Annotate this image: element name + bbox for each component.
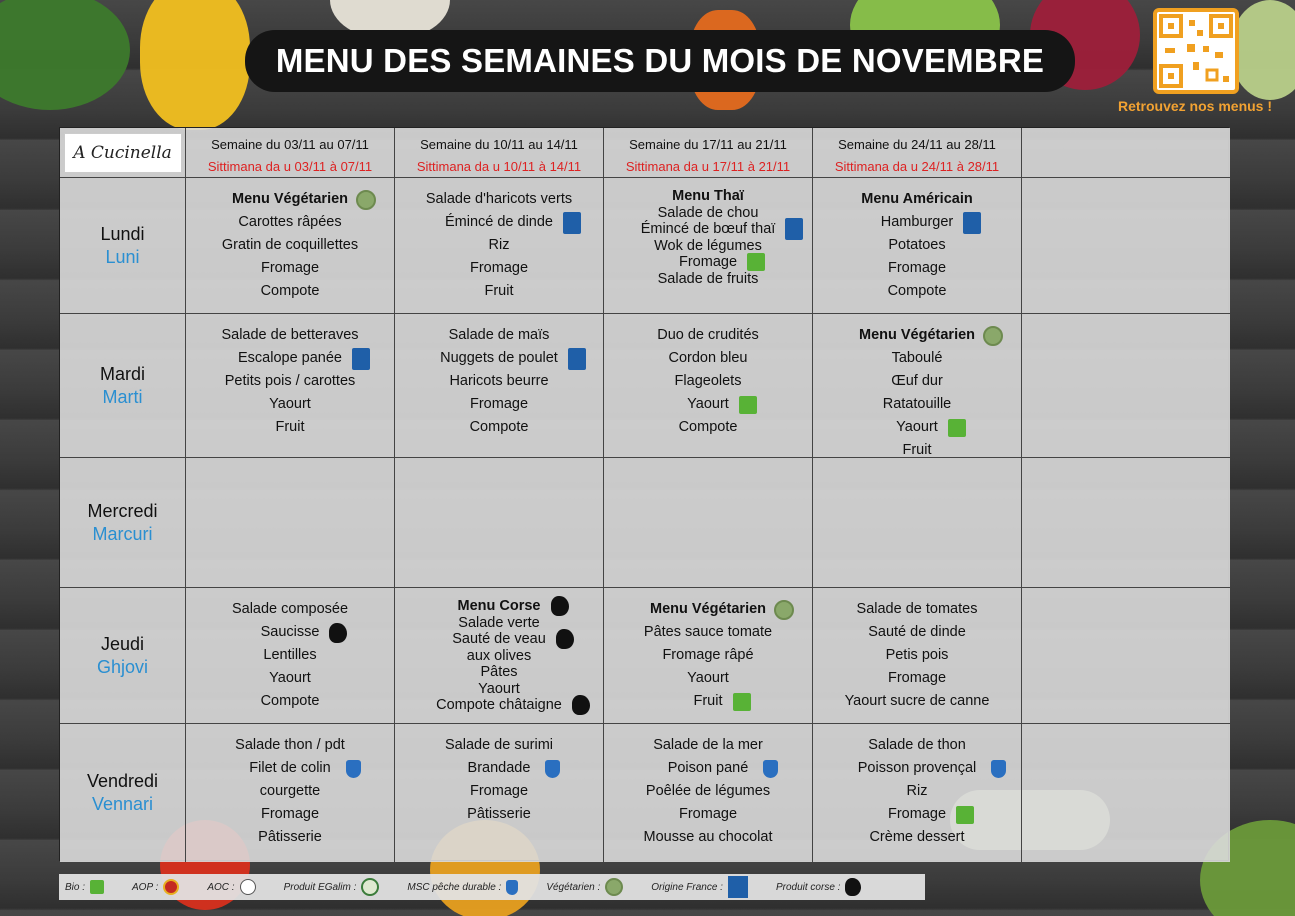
- day-label-fr: Mercredi: [87, 500, 158, 521]
- menu-item-text: Riz: [906, 783, 928, 799]
- menu-item-text: Salade thon / pdt: [235, 737, 345, 753]
- legend-label: Produit EGalim :: [283, 881, 357, 893]
- menu-item-text: Fromage: [887, 806, 947, 822]
- legend-item: [651, 876, 748, 898]
- menu-cell: [604, 724, 813, 862]
- menu-item-text: Pâtes sauce tomate: [643, 624, 773, 640]
- week-label-fr: Semaine du 17/11 au 21/11: [629, 137, 787, 152]
- menu-item: [261, 803, 319, 826]
- legend-item: [207, 879, 255, 895]
- menu-item: [669, 347, 748, 370]
- menu-cell: [813, 724, 1022, 862]
- menu-cell: [1022, 178, 1230, 314]
- logo-cell: [60, 128, 186, 178]
- menu-item-text: Pâtisserie: [467, 806, 531, 822]
- menu-item: [467, 648, 531, 665]
- menu-list: [186, 588, 394, 713]
- menu-list: [813, 724, 1021, 849]
- egalim-icon: [361, 878, 379, 896]
- menu-item-text: Cordon bleu: [668, 350, 748, 366]
- menu-item-text: Fromage: [469, 260, 529, 276]
- menu-cell: [395, 458, 604, 588]
- menu-item-text: Poêlée de légumes: [645, 783, 771, 799]
- menu-item: [662, 644, 753, 667]
- menu-list: [1022, 588, 1230, 598]
- legend-item: [776, 878, 861, 896]
- menu-item-text: Potatoes: [888, 237, 946, 253]
- menu-item: [888, 234, 945, 257]
- menu-item-text: Compote châtaigne: [436, 697, 562, 713]
- menu-cell: [395, 178, 604, 314]
- menu-item: [891, 370, 943, 393]
- vegetarian-icon: [774, 600, 794, 620]
- menu-theme: [232, 188, 348, 211]
- menu-item: [426, 188, 572, 211]
- origine-france-icon: [568, 348, 586, 370]
- menu-item-text: Fruit: [693, 693, 723, 709]
- menu-list: [813, 588, 1021, 713]
- origine-france-icon: [963, 212, 981, 234]
- menu-cell: [604, 314, 813, 458]
- menu-item-text: Fruit: [902, 442, 932, 458]
- menu-item: [232, 598, 348, 621]
- menu-item-text: Escalope panée: [238, 350, 342, 366]
- week-label-fr: Semaine du 10/11 au 14/11: [420, 137, 578, 152]
- menu-item-text: Mousse au chocolat: [643, 829, 773, 845]
- menu-item-text: Sauté de veau: [452, 631, 546, 647]
- day-mardi: [60, 314, 186, 458]
- menu-item-text: Fromage: [469, 783, 529, 799]
- menu-item-text: Poisson provençal: [857, 760, 977, 776]
- menu-item: [445, 211, 553, 234]
- menu-item-text: Fromage: [678, 254, 738, 270]
- menu-item-text: Hamburger: [880, 214, 954, 230]
- menu-item: [888, 280, 947, 303]
- menu-list: [395, 724, 603, 826]
- menu-item: [888, 803, 946, 826]
- aoc-icon: [240, 879, 256, 895]
- menu-item: [468, 757, 531, 780]
- menu-theme: [650, 598, 766, 621]
- menu-cell: [1022, 588, 1230, 724]
- menu-item-text: Flageolets: [674, 373, 742, 389]
- menu-item-text: Yaourt sucre de canne: [844, 693, 990, 709]
- menu-item-text: Salade de surimi: [445, 737, 553, 753]
- menu-item-text: courgette: [259, 783, 321, 799]
- menu-item: [675, 370, 742, 393]
- legend: [59, 874, 925, 900]
- menu-item-text: Menu Américain: [861, 191, 973, 207]
- legend-label: AOC :: [207, 881, 235, 893]
- produit-corse-icon: [329, 623, 347, 643]
- menu-cell: [395, 314, 604, 458]
- menu-cell: [604, 178, 813, 314]
- menu-item: [858, 757, 977, 780]
- menu-item: [458, 615, 539, 632]
- day-label-fr: Jeudi: [100, 633, 145, 654]
- menu-item-text: Fromage: [887, 260, 947, 276]
- menu-item-text: Salade composée: [231, 601, 349, 617]
- menu-item: [868, 621, 966, 644]
- menu-list: [1022, 724, 1230, 734]
- legend-item: [546, 878, 623, 896]
- cabbage-decoration: [1230, 0, 1295, 100]
- menu-item: [892, 347, 943, 370]
- menu-item: [276, 416, 305, 439]
- menu-item: [658, 205, 759, 222]
- menu-item: [687, 667, 729, 690]
- menu-list: [813, 314, 1021, 462]
- menu-item-text: Compote: [469, 419, 529, 435]
- menu-item-text: Salade de chou: [657, 204, 759, 221]
- menu-list: [395, 458, 603, 468]
- menu-item: [868, 734, 966, 757]
- menu-list: [395, 588, 603, 714]
- menu-item-text: Petis pois: [885, 647, 949, 663]
- menu-list: [604, 178, 812, 287]
- menu-item-text: Menu Corse: [457, 598, 541, 614]
- menu-cell: [395, 724, 604, 862]
- week-label-co: Sittimana da u 10/11 à 14/11: [416, 159, 582, 174]
- bio-icon: [739, 396, 757, 414]
- menu-item-text: Saucisse: [260, 624, 320, 640]
- menu-item-text: Haricots beurre: [449, 373, 549, 389]
- menu-item: [436, 697, 562, 714]
- menu-item-text: Menu Thaï: [672, 188, 744, 204]
- menu-item-text: Fruit: [275, 419, 305, 435]
- menu-item-text: Yaourt: [269, 396, 311, 412]
- origine-france-icon: [728, 876, 748, 898]
- menu-item: [261, 257, 319, 280]
- legend-label: Origine France :: [651, 881, 723, 893]
- menu-item-text: Salade d'haricots verts: [425, 191, 573, 207]
- menu-item: [888, 257, 946, 280]
- menu-item-text: Lentilles: [263, 647, 317, 663]
- menu-item-text: Compote: [678, 419, 738, 435]
- menu-item: [869, 826, 964, 849]
- menu-item: [238, 347, 342, 370]
- menu-item: [881, 211, 954, 234]
- week-header-1: [186, 128, 395, 178]
- menu-table: [59, 127, 1229, 861]
- menu-item: [478, 681, 520, 698]
- menu-item: [467, 803, 531, 826]
- menu-item: [445, 734, 553, 757]
- menu-item: [485, 280, 514, 303]
- menu-item-text: Yaourt: [687, 670, 729, 686]
- menu-item-text: Fromage: [260, 260, 320, 276]
- greens-decoration: [0, 0, 130, 110]
- menu-item-text: Carottes râpées: [238, 214, 342, 230]
- menu-item: [658, 271, 759, 288]
- qr-caption: Retrouvez nos menus !: [1117, 98, 1273, 114]
- menu-cell: [1022, 458, 1230, 588]
- origine-france-icon: [352, 348, 370, 370]
- menu-item-text: Salade verte: [458, 614, 540, 631]
- menu-item: [679, 416, 738, 439]
- origine-france-icon: [563, 212, 581, 234]
- menu-item: [235, 734, 345, 757]
- menu-item: [657, 324, 759, 347]
- menu-list: [186, 314, 394, 439]
- menu-cell: [186, 724, 395, 862]
- day-label-co: Vennari: [91, 794, 154, 814]
- menu-cell: [813, 458, 1022, 588]
- week-label-fr: Semaine du 24/11 au 28/11: [838, 137, 996, 152]
- menu-item: [263, 644, 316, 667]
- legend-label: AOP :: [132, 881, 159, 893]
- menu-item: [260, 780, 320, 803]
- corn-decoration: [140, 0, 250, 130]
- menu-item: [449, 324, 550, 347]
- menu-cell: [604, 588, 813, 724]
- produit-corse-icon: [572, 695, 590, 715]
- menu-item: [261, 280, 320, 303]
- menu-item-text: Yaourt: [478, 680, 520, 697]
- menu-item: [470, 416, 529, 439]
- menu-list: [1022, 458, 1230, 468]
- day-label-co: Marti: [102, 386, 143, 407]
- legend-item: [284, 878, 380, 896]
- menu-item-text: Sauté de dinde: [868, 624, 966, 640]
- menu-list: [1022, 178, 1230, 188]
- menu-item: [679, 803, 737, 826]
- menu-item: [694, 690, 723, 713]
- page-title: MENU DES SEMAINES DU MOIS DE NOVEMBRE: [245, 30, 1075, 92]
- msc-icon: [763, 760, 778, 778]
- week-label-co: Sittimana da u 24/11 à 28/11: [834, 159, 1000, 174]
- vegetarian-icon: [356, 190, 376, 210]
- menu-item: [654, 238, 762, 255]
- legend-item: [132, 879, 179, 895]
- msc-icon: [346, 760, 361, 778]
- menu-item-text: Fruit: [484, 283, 514, 299]
- menu-cell: [186, 314, 395, 458]
- menu-item: [261, 690, 320, 713]
- menu-item-text: Menu Végétarien: [231, 191, 349, 207]
- msc-icon: [506, 880, 518, 895]
- menu-item-text: Gratin de coquillettes: [221, 237, 359, 253]
- legend-label: Végétarien :: [546, 881, 601, 893]
- bio-icon: [948, 419, 966, 437]
- menu-item-text: Salade de maïs: [448, 327, 550, 343]
- menu-item-text: Fromage: [469, 396, 529, 412]
- menu-cell: [813, 314, 1022, 458]
- menu-item-text: Taboulé: [891, 350, 943, 366]
- logo: A Cucinella: [64, 133, 182, 173]
- day-label-co: Marcuri: [92, 523, 153, 544]
- day-vendredi: [60, 724, 186, 862]
- legend-label: Produit corse :: [775, 881, 841, 893]
- menu-item-text: Pâtes: [480, 664, 518, 680]
- menu-item-text: Riz: [488, 237, 510, 253]
- week-header-empty: [1022, 128, 1230, 178]
- menu-cell: [186, 458, 395, 588]
- menu-item: [249, 757, 330, 780]
- menu-cell: [813, 588, 1022, 724]
- menu-item: [845, 690, 990, 713]
- menu-list: [604, 314, 812, 439]
- produit-corse-icon: [556, 629, 574, 649]
- menu-item-text: Compote: [260, 283, 320, 299]
- menu-cell: [186, 178, 395, 314]
- week-label-co: Sittimana da u 17/11 à 21/11: [625, 159, 791, 174]
- menu-item: [470, 257, 528, 280]
- menu-theme: [859, 324, 975, 347]
- menu-list: [1022, 314, 1230, 324]
- day-jeudi: [60, 588, 186, 724]
- day-label-fr: Lundi: [100, 223, 145, 244]
- menu-item: [896, 416, 938, 439]
- menu-item-text: Menu Végétarien: [649, 601, 767, 617]
- menu-item: [687, 393, 729, 416]
- menu-item: [668, 757, 749, 780]
- legend-label: MSC pêche durable :: [407, 881, 502, 893]
- menu-item: [489, 234, 510, 257]
- menu-item-text: Poison pané: [667, 760, 749, 776]
- vegetarian-icon: [605, 878, 623, 896]
- menu-list: [186, 724, 394, 849]
- menu-item-text: Crème dessert: [869, 829, 965, 845]
- day-label-co: Luni: [105, 246, 140, 267]
- menu-cell: [813, 178, 1022, 314]
- menu-item-text: Salade de la mer: [653, 737, 763, 753]
- menu-item: [480, 664, 517, 681]
- menu-item-text: Yaourt: [896, 419, 938, 435]
- menu-item: [269, 393, 311, 416]
- msc-icon: [545, 760, 560, 778]
- menu-list: [813, 458, 1021, 468]
- menu-list: [813, 178, 1021, 303]
- menu-item-text: Duo de crudités: [657, 327, 759, 343]
- bio-icon: [747, 253, 765, 271]
- qr-code-icon[interactable]: [1153, 8, 1239, 94]
- menu-item: [888, 667, 946, 690]
- week-label-co: Sittimana da u 03/11 à 07/11: [207, 159, 373, 174]
- menu-cell: [186, 588, 395, 724]
- menu-item-text: Compote: [260, 693, 320, 709]
- menu-list: [186, 178, 394, 303]
- menu-list: [604, 458, 812, 468]
- msc-icon: [991, 760, 1006, 778]
- day-label-fr: Mardi: [99, 363, 145, 384]
- bio-icon: [956, 806, 974, 824]
- menu-item: [470, 393, 528, 416]
- produit-corse-icon: [845, 878, 861, 896]
- menu-item: [883, 393, 952, 416]
- day-mercredi: [60, 458, 186, 588]
- menu-item: [269, 667, 311, 690]
- menu-item-text: Œuf dur: [891, 373, 943, 389]
- day-label-fr: Vendredi: [86, 771, 159, 791]
- menu-item: [470, 780, 528, 803]
- menu-item: [238, 211, 341, 234]
- menu-theme: [672, 188, 744, 205]
- bio-icon: [90, 880, 104, 894]
- menu-item-text: Menu Végétarien: [858, 327, 976, 343]
- bio-icon: [733, 693, 751, 711]
- menu-theme: [458, 598, 541, 615]
- menu-item-text: Pâtisserie: [258, 829, 322, 845]
- menu-item: [644, 826, 773, 849]
- menu-item-text: Salade de fruits: [657, 270, 759, 287]
- menu-item-text: Yaourt: [687, 396, 729, 412]
- menu-item: [907, 780, 928, 803]
- menu-list: [395, 314, 603, 439]
- menu-item: [222, 234, 358, 257]
- menu-item: [644, 621, 772, 644]
- menu-item-text: Filet de colin: [249, 760, 331, 776]
- legend-item: [407, 880, 518, 895]
- menu-item-text: Wok de légumes: [654, 237, 762, 254]
- week-header-2: [395, 128, 604, 178]
- menu-item-text: Compote: [887, 283, 947, 299]
- legend-label: Bio :: [65, 881, 86, 893]
- menu-list: [604, 724, 812, 849]
- legend-item: [65, 880, 104, 894]
- menu-item: [440, 347, 558, 370]
- menu-item: [857, 598, 978, 621]
- menu-item: [653, 734, 763, 757]
- menu-item: [449, 370, 548, 393]
- menu-item-text: Fromage: [678, 806, 738, 822]
- menu-list: [604, 588, 812, 713]
- menu-item: [886, 644, 949, 667]
- menu-item-text: Salade de betteraves: [221, 327, 359, 343]
- menu-item-text: Brandade: [467, 760, 531, 776]
- menu-item-text: Émincé de dinde: [444, 214, 553, 230]
- menu-item-text: Fromage râpé: [662, 647, 754, 663]
- menu-item: [452, 631, 546, 648]
- menu-item-text: Salade de tomates: [856, 601, 978, 617]
- menu-item-text: Fromage: [887, 670, 947, 686]
- menu-item-text: Yaourt: [269, 670, 311, 686]
- menu-item-text: aux olives: [466, 647, 532, 664]
- menu-item: [221, 324, 358, 347]
- menu-item-text: Petits pois / carottes: [224, 373, 356, 389]
- aop-icon: [163, 879, 179, 895]
- menu-item: [679, 254, 737, 271]
- menu-item-text: Ratatouille: [882, 396, 952, 412]
- menu-item-text: Nuggets de poulet: [440, 350, 558, 366]
- menu-item: [646, 780, 770, 803]
- week-label-fr: Semaine du 03/11 au 07/11: [211, 137, 369, 152]
- menu-list: [186, 458, 394, 468]
- menu-cell: [395, 588, 604, 724]
- menu-item-text: Fromage: [260, 806, 320, 822]
- menu-theme: [861, 188, 972, 211]
- menu-list: [395, 178, 603, 303]
- week-header-3: [604, 128, 813, 178]
- menu-cell: [1022, 314, 1230, 458]
- menu-item: [258, 826, 322, 849]
- menu-item-text: Salade de thon: [868, 737, 966, 753]
- menu-item-text: Émincé de bœuf thaï: [640, 221, 776, 237]
- day-lundi: [60, 178, 186, 314]
- menu-item: [225, 370, 356, 393]
- menu-cell: [1022, 724, 1230, 862]
- produit-corse-icon: [551, 596, 569, 616]
- vegetarian-icon: [983, 326, 1003, 346]
- day-label-co: Ghjovi: [96, 656, 149, 677]
- origine-france-icon: [785, 218, 803, 240]
- menu-item: [261, 621, 320, 644]
- menu-cell: [604, 458, 813, 588]
- week-header-4: [813, 128, 1022, 178]
- menu-item: [641, 221, 776, 238]
